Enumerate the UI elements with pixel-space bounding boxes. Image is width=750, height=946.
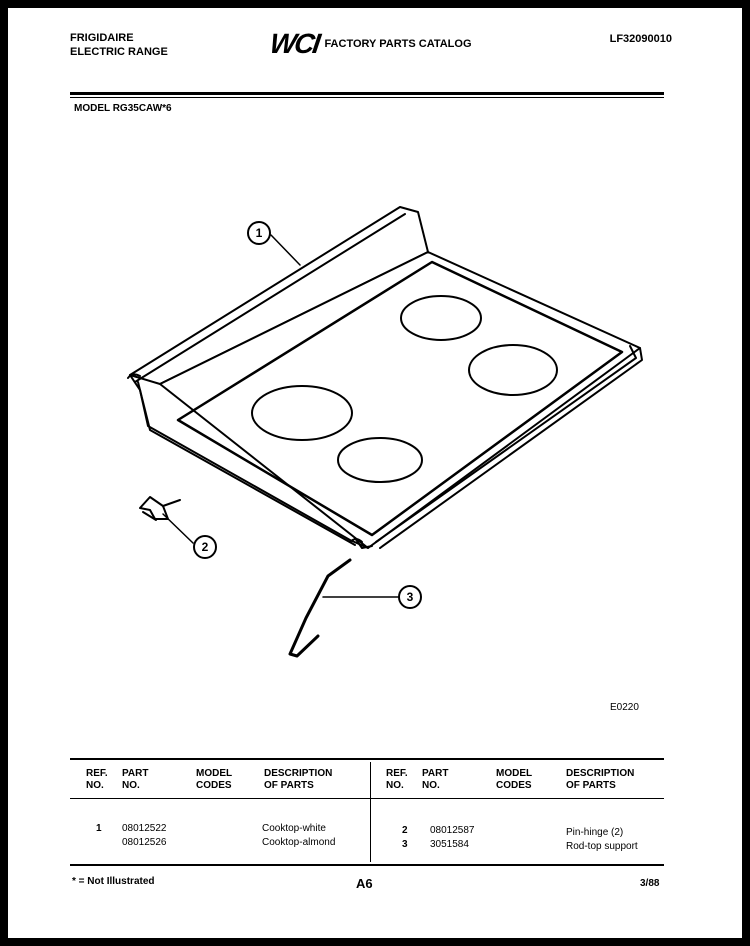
callout-label: 3: [406, 590, 414, 604]
footnote: * = Not Illustrated: [72, 876, 155, 887]
header-description: DESCRIPTION OF PARTS: [566, 768, 635, 791]
model-number: MODEL RG35CAW*6: [74, 103, 172, 114]
part-number: 08012526: [122, 837, 167, 848]
table-bottom-rule: [70, 864, 664, 866]
catalog-number: LF32090010: [609, 33, 672, 45]
header-ref-no: REF. NO.: [386, 768, 408, 791]
part-number: 08012522: [122, 823, 167, 834]
revision-date: 3/88: [640, 878, 660, 889]
header-part-no: PART NO.: [422, 768, 449, 791]
ref-number: 1: [96, 823, 102, 834]
callout-leader: [163, 514, 193, 543]
rod-support-part: [290, 560, 350, 656]
part-description: Cooktop-white: [262, 823, 326, 834]
header-model-codes: MODEL CODES: [496, 768, 533, 791]
ref-number: 3: [402, 839, 408, 850]
part-description: Rod-top support: [566, 841, 638, 852]
header-underline: [70, 798, 664, 799]
pin-hinge-part: [140, 497, 180, 520]
part-number: 3051584: [430, 839, 469, 850]
table-divider: [370, 762, 371, 862]
page-number: A6: [356, 876, 373, 891]
header-description: DESCRIPTION OF PARTS: [264, 768, 333, 791]
product-type: ELECTRIC RANGE: [70, 46, 168, 58]
callout-label: 2: [201, 540, 209, 554]
brand-name: FRIGIDAIRE: [70, 32, 134, 44]
callout-leader: [271, 235, 300, 265]
ref-number: 2: [402, 825, 408, 836]
diagram-code: E0220: [610, 702, 639, 713]
header-part-no: PART NO.: [122, 768, 149, 791]
header-model-codes: MODEL CODES: [196, 768, 233, 791]
part-description: Cooktop-almond: [262, 837, 336, 848]
cooktop-part: [128, 207, 642, 548]
wci-logo: WCI: [267, 28, 321, 59]
part-description: Pin-hinge (2): [566, 827, 624, 838]
header-ref-no: REF. NO.: [86, 768, 108, 791]
callout-label: 1: [255, 226, 263, 240]
table-top-rule: [70, 758, 664, 760]
catalog-title: FACTORY PARTS CATALOG: [324, 38, 472, 50]
part-number: 08012587: [430, 825, 475, 836]
